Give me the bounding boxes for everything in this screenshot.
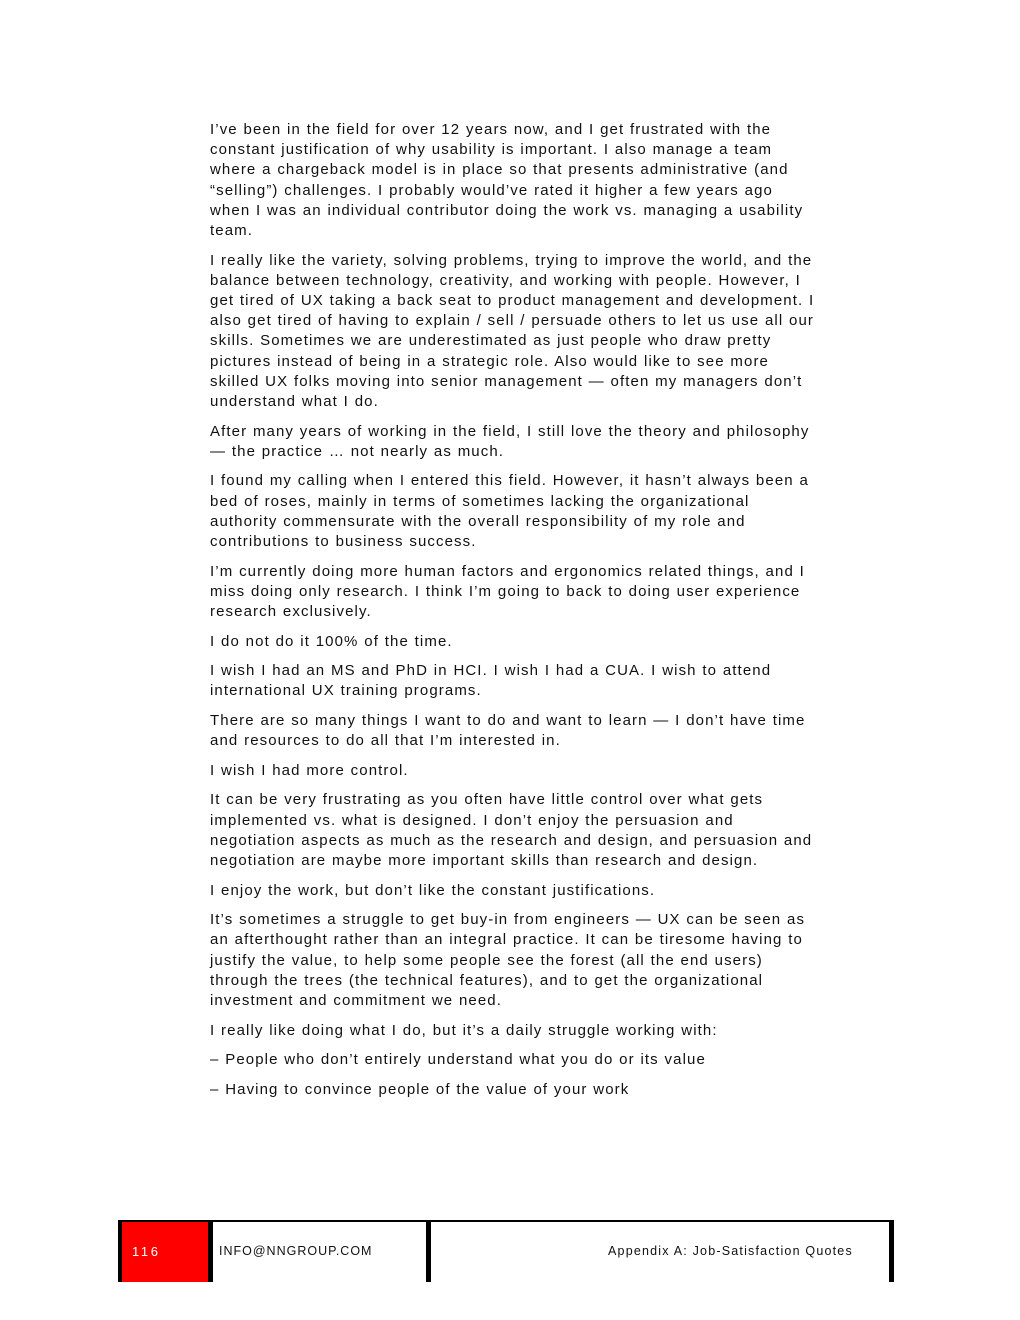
page-number-box — [118, 1222, 208, 1282]
quote-paragraph: I wish I had more control. — [210, 761, 409, 779]
quote-paragraph: I wish I had an MS and PhD in HCI. I wish I had a CUA. I wish to attend international UX training programs. — [210, 662, 772, 700]
contact-email: INFO@NNGROUP.COM — [219, 1244, 373, 1258]
quotes-body — [210, 120, 815, 1109]
list-item: – People who don’t entirely understand what you do or its value — [210, 1051, 706, 1069]
footer-divider — [426, 1222, 431, 1282]
quote-paragraph: It can be very frustrating as you often have little control over what gets implemented vs. what is designed. I don’t enjoy the persuasion and negotiation aspects as much as the research and design, and persuasion and negotiation are maybe more important skills than research and design. — [210, 791, 813, 870]
quote-paragraph: After many years of working in the field, I still love the theory and philosophy — the practice … not nearly as much. — [210, 422, 810, 460]
quote-paragraph: I’m currently doing more human factors and ergonomics related things, and I miss doing only research. I think I’m going to back to doing user experience research exclusively. — [210, 562, 805, 621]
footer-divider — [889, 1222, 894, 1282]
quote-paragraph: I’ve been in the field for over 12 years now, and I get frustrated with the constant justification of why usability is important. I also manage a team where a chargeback model is in place so that presents administrative (and “selling”) challenges. I probably would’ve rated it higher a few years ago when I was an individual contributor doing the work vs. managing a usability team. — [210, 121, 804, 240]
quote-paragraph: There are so many things I want to do and want to learn — I don’t have time and resources to do all that I’m interested in. — [210, 712, 806, 750]
section-title: Appendix A: Job-Satisfaction Quotes — [608, 1244, 853, 1258]
quote-paragraph: I found my calling when I entered this field. However, it hasn’t always been a bed of roses, mainly in terms of sometimes lacking the organizational authority commensurate with the overall responsibility of my role and contributions to business success. — [210, 472, 809, 551]
quote-paragraph: It’s sometimes a struggle to get buy-in from engineers — UX can be seen as an afterthought rather than an integral practice. It can be tiresome having to justify the value, to help some people see the forest (all the end users) through the trees (the technical features), and to get the organizational investment and commitment we need. — [210, 911, 806, 1010]
list-item: – Having to convince people of the value of your work — [210, 1080, 630, 1098]
page-number: 116 — [132, 1244, 161, 1259]
quote-paragraph: I enjoy the work, but don’t like the constant justifications. — [210, 881, 656, 899]
quote-paragraph: I really like the variety, solving problems, trying to improve the world, and the balance between technology, creativity, and working with people. However, I get tired of UX taking a back seat to product management and development. I also get tired of having to explain / sell / persuade others to let us use all our skills. Sometimes we are underestimated as just people who draw pretty pictures instead of being in a strategic role. Also would like to see more skilled UX folks moving into senior management — often my managers don’t understand what I do. — [210, 251, 815, 411]
quote-paragraph: I really like doing what I do, but it’s a daily struggle working with: — [210, 1021, 718, 1039]
page-footer — [118, 1220, 894, 1282]
quote-paragraph: I do not do it 100% of the time. — [210, 632, 453, 650]
footer-divider — [208, 1222, 213, 1282]
